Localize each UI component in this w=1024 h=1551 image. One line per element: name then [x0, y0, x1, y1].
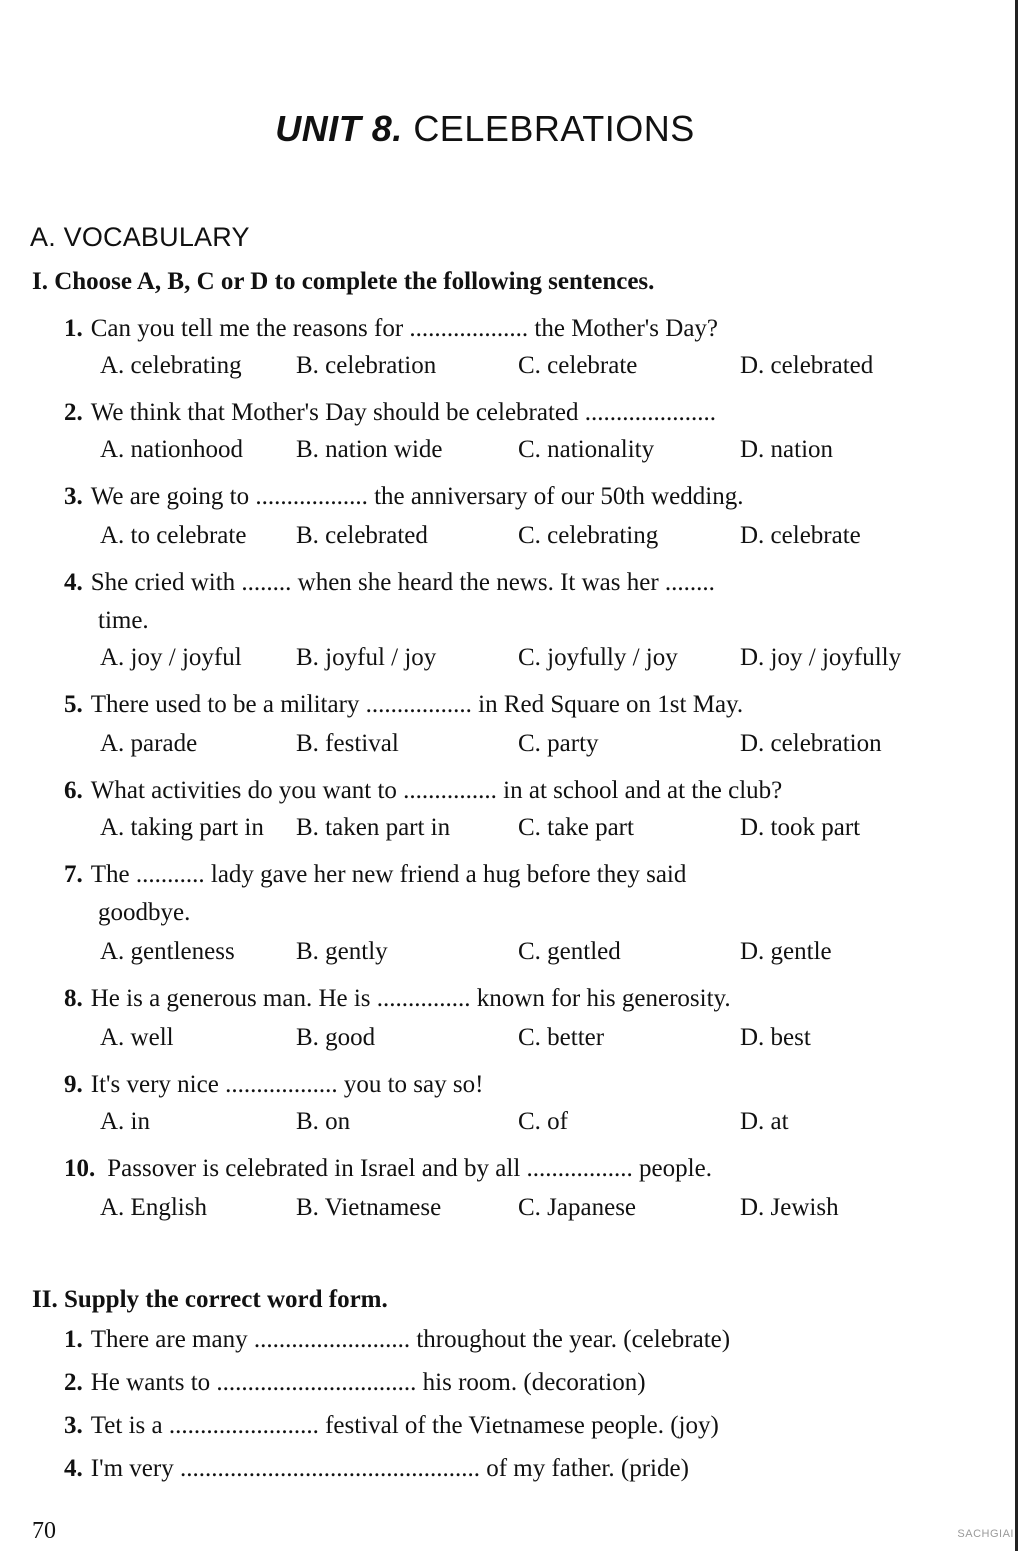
question-number: 10. — [64, 1155, 96, 1182]
question-text: We are going to .................. the anniversary of our 50th wedding. — [90, 483, 744, 510]
part2-title: II. Supply the correct word form. — [32, 1286, 388, 1313]
question-text: The ........... lady gave her new friend a hug before they said — [90, 861, 687, 888]
question-3 — [64, 478, 944, 516]
option-a: A. in — [100, 1108, 150, 1135]
options-row-2 — [0, 436, 1000, 474]
question-7 — [64, 856, 944, 932]
question-10 — [64, 1150, 944, 1188]
option-b: B. celebration — [296, 352, 437, 379]
option-d: D. gentle — [740, 938, 832, 965]
question-text: There are many ......................... throughout the year. (celebrate) — [90, 1326, 731, 1353]
option-b: B. taken part in — [296, 814, 451, 841]
watermark-logo: SACHGIAI — [957, 1528, 1014, 1540]
option-a: A. well — [100, 1024, 174, 1051]
question-9 — [64, 1066, 944, 1104]
options-row-9 — [0, 1108, 1000, 1146]
options-row-4 — [0, 644, 1000, 682]
question-text: What activities do you want to ............... in at school and at the club? — [90, 777, 783, 804]
question-text-continued: goodbye. — [98, 899, 191, 926]
option-d: D. Jewish — [740, 1194, 839, 1221]
option-b: B. good — [296, 1024, 376, 1051]
option-c: C. take part — [518, 814, 634, 841]
option-b: B. Vietnamese — [296, 1194, 442, 1221]
question-text: Passover is celebrated in Israel and by all ................. people. — [107, 1155, 712, 1182]
option-a: A. joy / joyful — [100, 644, 242, 671]
question-text: It's very nice .................. you to say so! — [90, 1071, 484, 1098]
option-d: D. took part — [740, 814, 861, 841]
option-a: A. taking part in — [100, 814, 264, 841]
option-a: A. to celebrate — [100, 522, 247, 549]
option-c: C. better — [518, 1024, 605, 1051]
question-text: Tet is a ........................ festival of the Vietnamese people. (joy) — [90, 1412, 719, 1439]
option-c: C. nationality — [518, 436, 655, 463]
question-number: 9. — [64, 1071, 83, 1098]
question-text: She cried with ........ when she heard the news. It was her ........ — [90, 569, 715, 596]
option-a: A. parade — [100, 730, 198, 757]
question-text: Can you tell me the reasons for ................... the Mother's Day? — [90, 315, 719, 342]
question-number: 1. — [64, 315, 83, 342]
option-d: D. at — [740, 1108, 789, 1135]
question-text: He is a generous man. He is ............... known for his generosity. — [90, 985, 731, 1012]
option-c: C. party — [518, 730, 599, 757]
section-heading: A. VOCABULARY — [30, 222, 250, 252]
option-d: D. celebration — [740, 730, 882, 757]
question-number: 7. — [64, 861, 83, 888]
question-text-continued: time. — [98, 607, 149, 634]
unit-number: UNIT 8. — [275, 108, 403, 149]
word-form-question-2 — [64, 1369, 964, 1397]
option-c: C. joyfully / joy — [518, 644, 678, 671]
option-a: A. celebrating — [100, 352, 242, 379]
question-5 — [64, 686, 944, 724]
option-b: B. on — [296, 1108, 351, 1135]
question-number: 8. — [64, 985, 83, 1012]
question-6 — [64, 772, 964, 810]
question-text: I'm very ................................................ of my father. (pride) — [90, 1455, 689, 1482]
options-row-3 — [0, 522, 1000, 560]
option-d: D. joy / joyfully — [740, 644, 902, 671]
word-form-question-3 — [64, 1412, 964, 1440]
option-a: A. nationhood — [100, 436, 244, 463]
option-d: D. celebrated — [740, 352, 874, 379]
question-number: 5. — [64, 691, 83, 718]
question-number: 4. — [64, 569, 83, 596]
option-d: D. best — [740, 1024, 811, 1051]
question-8 — [64, 980, 944, 1018]
question-number: 6. — [64, 777, 83, 804]
option-d: D. nation — [740, 436, 834, 463]
option-b: B. celebrated — [296, 522, 428, 549]
options-row-6 — [0, 814, 1000, 852]
question-number: 1. — [64, 1326, 83, 1353]
question-4 — [64, 564, 944, 640]
options-row-10 — [0, 1194, 1000, 1232]
question-1 — [64, 310, 944, 348]
options-row-7 — [0, 938, 1000, 976]
page-edge-rule — [1015, 0, 1018, 1551]
option-d: D. celebrate — [740, 522, 861, 549]
option-b: B. joyful / joy — [296, 644, 437, 671]
option-a: A. gentleness — [100, 938, 235, 965]
question-number: 3. — [64, 1412, 83, 1439]
options-row-8 — [0, 1024, 1000, 1062]
options-row-1 — [0, 352, 1000, 390]
option-b: B. festival — [296, 730, 399, 757]
page-number: 70 — [32, 1518, 56, 1544]
word-form-question-1 — [64, 1326, 964, 1354]
question-text: He wants to ................................ his room. (decoration) — [90, 1369, 646, 1396]
question-number: 2. — [64, 399, 83, 426]
option-c: C. gentled — [518, 938, 621, 965]
option-a: A. English — [100, 1194, 207, 1221]
question-text: There used to be a military ................. in Red Square on 1st May. — [90, 691, 744, 718]
unit-title — [0, 108, 970, 150]
question-text: We think that Mother's Day should be celebrated ..................... — [90, 399, 717, 426]
option-c: C. of — [518, 1108, 568, 1135]
option-c: C. Japanese — [518, 1194, 637, 1221]
part1-title: I. Choose A, B, C or D to complete the following sentences. — [32, 268, 655, 295]
unit-topic: CELEBRATIONS — [413, 108, 695, 149]
option-b: B. gently — [296, 938, 388, 965]
option-c: C. celebrate — [518, 352, 638, 379]
option-b: B. nation wide — [296, 436, 443, 463]
word-form-question-4 — [64, 1455, 964, 1483]
question-number: 2. — [64, 1369, 83, 1396]
options-row-5 — [0, 730, 1000, 768]
option-c: C. celebrating — [518, 522, 659, 549]
question-number: 3. — [64, 483, 83, 510]
question-number: 4. — [64, 1455, 83, 1482]
question-2 — [64, 394, 944, 432]
